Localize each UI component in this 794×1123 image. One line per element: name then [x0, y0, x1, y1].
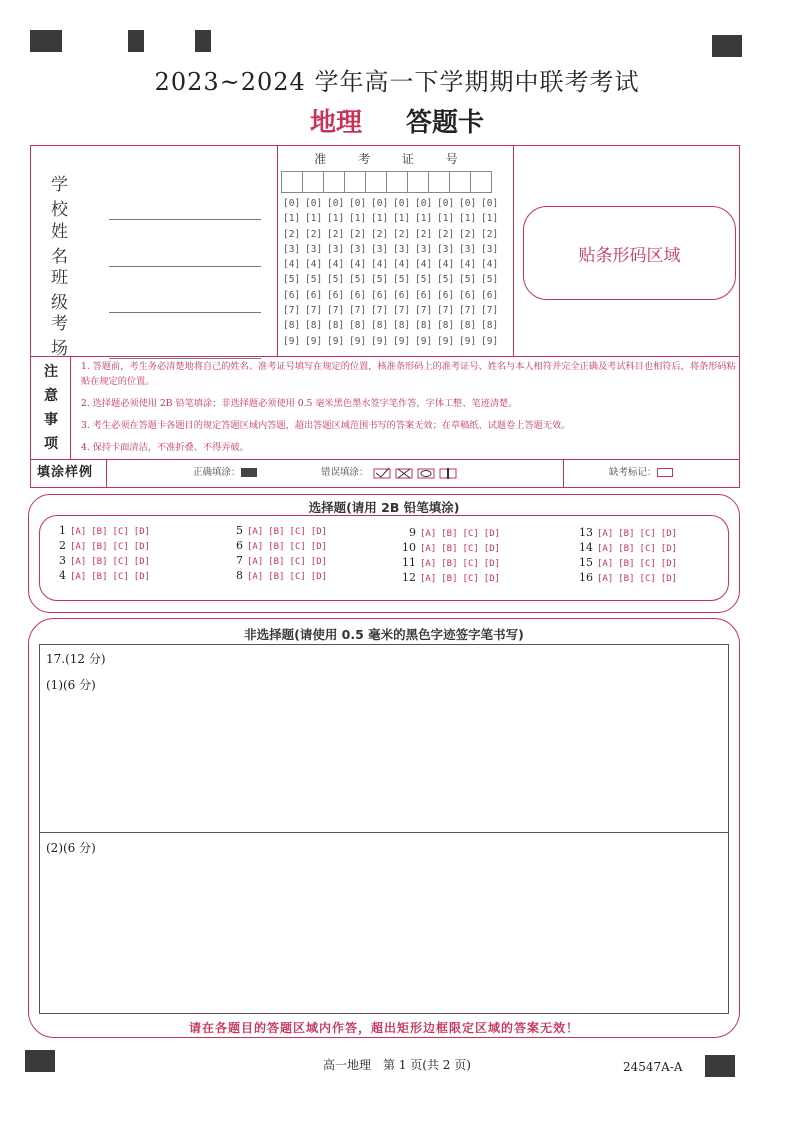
page-footer: 高一地理 第 1 页(共 2 页): [323, 1058, 471, 1072]
option-bubble[interactable]: [A]: [247, 542, 264, 552]
choice-question: [577, 571, 682, 584]
digit-bubble[interactable]: [2]: [305, 228, 323, 240]
digit-bubble[interactable]: [3]: [371, 243, 389, 255]
digit-bubble[interactable]: [6]: [305, 289, 323, 301]
digit-bubble[interactable]: [8]: [393, 320, 411, 332]
option-bubble[interactable]: [D]: [133, 542, 151, 552]
digit-bubble[interactable]: [1]: [459, 213, 477, 225]
digit-bubble[interactable]: [4]: [459, 259, 477, 271]
choice-question: [577, 526, 682, 539]
sample-absent: 缺考标记：: [609, 464, 676, 478]
option-bubble[interactable]: [C]: [639, 559, 656, 569]
digit-bubble[interactable]: [0]: [437, 198, 455, 209]
choice-question: [50, 539, 155, 552]
choice-question: [50, 569, 155, 582]
choice-question: [400, 526, 505, 539]
subject-name: 地理: [309, 108, 362, 138]
digit-bubble[interactable]: [3]: [415, 243, 433, 255]
option-bubble[interactable]: [B]: [618, 544, 635, 554]
digit-bubble[interactable]: [1]: [393, 213, 411, 225]
option-bubble[interactable]: [C]: [462, 574, 479, 584]
digit-bubble[interactable]: [9]: [283, 335, 301, 347]
digit-bubble[interactable]: [4]: [481, 259, 499, 271]
choice-question: [227, 524, 332, 537]
digit-bubble[interactable]: [9]: [437, 335, 455, 347]
card-name: 答题卡: [406, 108, 485, 138]
digit-bubble[interactable]: [4]: [327, 259, 345, 271]
digit-bubble[interactable]: [3]: [327, 243, 345, 255]
digit-bubble[interactable]: [9]: [349, 335, 367, 347]
question-number: 1: [59, 524, 66, 537]
digit-bubble[interactable]: [3]: [349, 243, 367, 255]
digit-bubble[interactable]: [0]: [327, 198, 345, 209]
digit-bubble[interactable]: [0]: [349, 198, 367, 209]
option-bubble[interactable]: [D]: [133, 572, 151, 582]
option-bubble[interactable]: [C]: [639, 544, 656, 554]
digit-bubble[interactable]: [1]: [327, 213, 345, 225]
barcode-area: 贴条形码区域: [523, 206, 736, 300]
question-number: 8: [236, 569, 243, 582]
part-2-label: (2)(6 分): [46, 841, 96, 855]
digit-bubble[interactable]: [3]: [481, 243, 499, 255]
option-bubble[interactable]: [B]: [268, 572, 285, 582]
option-bubble[interactable]: [D]: [660, 559, 678, 569]
digit-bubble[interactable]: [7]: [283, 305, 301, 317]
digit-bubble[interactable]: [7]: [371, 305, 389, 317]
digit-bubble[interactable]: [8]: [371, 320, 389, 332]
option-bubble[interactable]: [A]: [247, 527, 264, 537]
digit-bubble[interactable]: [8]: [415, 320, 433, 332]
choice-question: [400, 571, 505, 584]
digit-bubble[interactable]: [0]: [415, 198, 433, 209]
option-bubble[interactable]: [C]: [639, 574, 656, 584]
digit-bubble[interactable]: [5]: [393, 274, 411, 286]
option-bubble[interactable]: [C]: [289, 557, 306, 567]
question-number: 16: [579, 571, 593, 584]
exam-number-title: 准 考 证 号: [314, 152, 472, 166]
digit-bubble[interactable]: [3]: [283, 243, 301, 255]
option-bubble[interactable]: [D]: [483, 529, 501, 539]
digit-bubble[interactable]: [7]: [349, 305, 367, 317]
option-bubble[interactable]: [B]: [268, 527, 285, 537]
digit-bubble[interactable]: [5]: [415, 274, 433, 286]
digit-bubble[interactable]: [8]: [327, 320, 345, 332]
digit-bubble[interactable]: [1]: [437, 213, 455, 225]
nonchoice-section: [28, 618, 740, 1038]
choice-grid: [39, 515, 729, 601]
digit-bubble[interactable]: [0]: [393, 198, 411, 209]
option-bubble[interactable]: [A]: [597, 574, 614, 584]
info-box: [30, 145, 740, 488]
digit-bubble[interactable]: [3]: [393, 243, 411, 255]
option-bubble[interactable]: [D]: [310, 527, 328, 537]
option-bubble[interactable]: [C]: [639, 529, 656, 539]
digit-bubble[interactable]: [2]: [349, 228, 367, 240]
digit-bubble[interactable]: [6]: [371, 289, 389, 301]
choice-question: [400, 541, 505, 554]
option-bubble[interactable]: [B]: [91, 557, 108, 567]
digit-bubble[interactable]: [1]: [415, 213, 433, 225]
notice-item: 4. 保持卡面清洁，不准折叠、不得弄破。: [81, 442, 249, 453]
digit-bubble[interactable]: [3]: [305, 243, 323, 255]
option-bubble[interactable]: [D]: [310, 557, 328, 567]
exam-number-boxes[interactable]: [281, 171, 491, 193]
registration-mark: [712, 35, 742, 57]
digit-bubble[interactable]: [8]: [437, 320, 455, 332]
option-bubble[interactable]: [B]: [441, 559, 458, 569]
option-bubble[interactable]: [D]: [660, 529, 678, 539]
option-bubble[interactable]: [A]: [597, 559, 614, 569]
option-bubble[interactable]: [B]: [91, 527, 108, 537]
option-bubble[interactable]: [A]: [597, 544, 614, 554]
option-bubble[interactable]: [B]: [91, 542, 108, 552]
digit-bubble[interactable]: [4]: [371, 259, 389, 271]
digit-bubble[interactable]: [7]: [393, 305, 411, 317]
digit-bubble[interactable]: [1]: [349, 213, 367, 225]
digit-bubble[interactable]: [5]: [459, 274, 477, 286]
digit-bubble[interactable]: [0]: [459, 198, 477, 209]
option-bubble[interactable]: [D]: [310, 542, 328, 552]
digit-bubble[interactable]: [2]: [371, 228, 389, 240]
option-bubble[interactable]: [B]: [618, 574, 635, 584]
digit-bubble[interactable]: [7]: [459, 305, 477, 317]
digit-bubble[interactable]: [0]: [371, 198, 389, 209]
option-bubble[interactable]: [A]: [420, 559, 437, 569]
digit-bubble[interactable]: [4]: [393, 259, 411, 271]
digit-bubble[interactable]: [8]: [283, 320, 301, 332]
name-label: 姓 名: [51, 222, 82, 267]
choice-question: [227, 569, 332, 582]
option-bubble[interactable]: [D]: [483, 544, 501, 554]
notice-item: 1. 答题前，考生务必清楚地将自己的姓名、准考证号填写在规定的位置，核准条形码上的准考证号、姓名与本人相符并完全正确及考试科目也相符后，将条形码粘贴在规定的位置。: [81, 361, 736, 387]
digit-bubble[interactable]: [5]: [437, 274, 455, 286]
question-number: 6: [236, 539, 243, 552]
sample-label: 填涂样例: [37, 465, 94, 480]
option-bubble[interactable]: [A]: [420, 574, 437, 584]
option-bubble[interactable]: [B]: [618, 529, 635, 539]
question-number: 7: [236, 554, 243, 567]
option-bubble[interactable]: [D]: [133, 557, 151, 567]
digit-bubble[interactable]: [5]: [305, 274, 323, 286]
option-bubble[interactable]: [B]: [618, 559, 635, 569]
digit-bubble[interactable]: [2]: [481, 228, 499, 240]
school-label: 学 校: [51, 175, 82, 220]
option-bubble[interactable]: [C]: [289, 572, 306, 582]
exam-room-field[interactable]: [51, 309, 261, 359]
registration-mark: [128, 30, 144, 52]
digit-bubble[interactable]: [6]: [283, 289, 301, 301]
sample-wrong: 错误填涂：: [321, 464, 472, 479]
wrong-fill-icon: [372, 467, 472, 479]
part-1-label: (1)(6 分): [46, 678, 96, 692]
digit-bubble[interactable]: [0]: [305, 198, 323, 209]
digit-bubble[interactable]: [2]: [437, 228, 455, 240]
question-number: 12: [402, 571, 416, 584]
page-subtitle: [0, 102, 794, 139]
choice-question: [227, 554, 332, 567]
digit-bubble[interactable]: [6]: [393, 289, 411, 301]
question-number: 11: [402, 556, 416, 569]
digit-bubble[interactable]: [9]: [459, 335, 477, 347]
option-bubble[interactable]: [A]: [70, 542, 87, 552]
digit-bubble[interactable]: [7]: [437, 305, 455, 317]
option-bubble[interactable]: [C]: [462, 529, 479, 539]
option-bubble[interactable]: [A]: [70, 527, 87, 537]
digit-bubble[interactable]: [6]: [327, 289, 345, 301]
option-bubble[interactable]: [D]: [483, 574, 501, 584]
digit-bubble[interactable]: [9]: [393, 335, 411, 347]
page-title: 2023~2024 学年高一下学期期中联考考试: [154, 68, 640, 96]
option-bubble[interactable]: [C]: [112, 557, 129, 567]
digit-bubble[interactable]: [1]: [305, 213, 323, 225]
notice-list: [81, 359, 736, 462]
digit-bubble[interactable]: [6]: [481, 289, 499, 301]
question-number: 4: [59, 569, 66, 582]
question-number: 15: [579, 556, 593, 569]
option-bubble[interactable]: [D]: [310, 572, 328, 582]
digit-bubble[interactable]: [5]: [327, 274, 345, 286]
registration-mark: [195, 30, 211, 52]
digit-bubble[interactable]: [2]: [415, 228, 433, 240]
option-bubble[interactable]: [B]: [91, 572, 108, 582]
choice-title: 选择题(请用 2B 铅笔填涂): [308, 500, 460, 515]
option-bubble[interactable]: [C]: [462, 544, 479, 554]
option-bubble[interactable]: [D]: [660, 544, 678, 554]
option-bubble[interactable]: [B]: [441, 544, 458, 554]
digit-bubble[interactable]: [9]: [371, 335, 389, 347]
digit-bubble[interactable]: [3]: [459, 243, 477, 255]
option-bubble[interactable]: [C]: [112, 572, 129, 582]
option-bubble[interactable]: [A]: [70, 557, 87, 567]
digit-bubble[interactable]: [7]: [305, 305, 323, 317]
question-number: 9: [409, 526, 416, 539]
digit-bubble[interactable]: [5]: [283, 274, 301, 286]
digit-bubble[interactable]: [9]: [481, 335, 499, 347]
option-bubble[interactable]: [B]: [268, 542, 285, 552]
digit-bubble[interactable]: [6]: [349, 289, 367, 301]
name-field[interactable]: [51, 217, 261, 267]
option-bubble[interactable]: [B]: [441, 574, 458, 584]
digit-bubble[interactable]: [4]: [283, 259, 301, 271]
digit-bubble[interactable]: [3]: [437, 243, 455, 255]
digit-bubble[interactable]: [6]: [459, 289, 477, 301]
digit-bubble[interactable]: [7]: [415, 305, 433, 317]
question-number: 5: [236, 524, 243, 537]
choice-section: [28, 494, 740, 613]
digit-bubble[interactable]: [2]: [327, 228, 345, 240]
digit-bubble[interactable]: [9]: [327, 335, 345, 347]
digit-bubble[interactable]: [4]: [349, 259, 367, 271]
option-bubble[interactable]: [D]: [133, 527, 151, 537]
digit-bubble[interactable]: [4]: [305, 259, 323, 271]
choice-question: [400, 556, 505, 569]
registration-mark: [30, 30, 62, 52]
option-bubble[interactable]: [A]: [247, 572, 264, 582]
sample-correct: 正确填涂：: [193, 464, 260, 478]
digit-bubble[interactable]: [5]: [371, 274, 389, 286]
digit-bubble[interactable]: [6]: [415, 289, 433, 301]
absent-bubble-icon[interactable]: [657, 468, 673, 477]
digit-bubble[interactable]: [7]: [327, 305, 345, 317]
digit-bubble[interactable]: [1]: [371, 213, 389, 225]
digit-bubble[interactable]: [9]: [305, 335, 323, 347]
digit-bubble[interactable]: [4]: [415, 259, 433, 271]
paper-code: 24547A-A: [623, 1060, 683, 1074]
digit-bubble[interactable]: [2]: [393, 228, 411, 240]
question-number: 14: [579, 541, 593, 554]
option-bubble[interactable]: [C]: [462, 559, 479, 569]
digit-bubble[interactable]: [2]: [459, 228, 477, 240]
digit-bubble[interactable]: [6]: [437, 289, 455, 301]
filled-bubble-icon: [241, 468, 257, 477]
digit-bubble[interactable]: [8]: [349, 320, 367, 332]
nonchoice-title: 非选择题(请使用 0.5 毫米的黑色字迹签字笔书写): [244, 627, 524, 642]
option-bubble[interactable]: [A]: [70, 572, 87, 582]
choice-question: [577, 556, 682, 569]
option-bubble[interactable]: [D]: [660, 574, 678, 584]
question-17-label: 17.(12 分): [46, 652, 106, 666]
option-bubble[interactable]: [C]: [112, 542, 129, 552]
digit-bubble[interactable]: [9]: [415, 335, 433, 347]
digit-bubble[interactable]: [2]: [283, 228, 301, 240]
option-bubble[interactable]: [C]: [112, 527, 129, 537]
option-bubble[interactable]: [A]: [420, 544, 437, 554]
option-bubble[interactable]: [B]: [268, 557, 285, 567]
choice-question: [577, 541, 682, 554]
option-bubble[interactable]: [C]: [289, 527, 306, 537]
digit-bubble[interactable]: [0]: [481, 198, 499, 209]
option-bubble[interactable]: [A]: [597, 529, 614, 539]
notice-label: 注 意 事 项: [44, 364, 58, 452]
option-bubble[interactable]: [B]: [441, 529, 458, 539]
warning-text: 请在各题目的答题区域内作答，超出矩形边框限定区域的答案无效！: [188, 1021, 579, 1035]
choice-question: [227, 539, 332, 552]
digit-bubble[interactable]: [5]: [349, 274, 367, 286]
class-label: 班 级: [51, 268, 82, 313]
question-number: 3: [59, 554, 66, 567]
question-number: 13: [579, 526, 593, 539]
option-bubble[interactable]: [A]: [247, 557, 264, 567]
digit-bubble[interactable]: [1]: [283, 213, 301, 225]
class-field[interactable]: [51, 263, 261, 313]
digit-bubble[interactable]: [1]: [481, 213, 499, 225]
digit-bubble[interactable]: [5]: [481, 274, 499, 286]
choice-question: [50, 524, 155, 537]
option-bubble[interactable]: [A]: [420, 529, 437, 539]
notice-item: 3. 考生必须在答题卡各题目的规定答题区域内答题，超出答题区域范围书写的答案无效；在草稿纸、试题卷上答题无效。: [81, 420, 571, 431]
question-number: 10: [402, 541, 416, 554]
digit-bubble[interactable]: [8]: [305, 320, 323, 332]
option-bubble[interactable]: [C]: [289, 542, 306, 552]
exam-room-label: 考 场: [51, 314, 82, 359]
digit-bubble[interactable]: [7]: [481, 305, 499, 317]
notice-item: 2. 选择题必须使用 2B 铅笔填涂；非选择题必须使用 0.5 毫米黑色墨水签字笔作答，字体工整、笔迹清楚。: [81, 398, 518, 409]
digit-bubble[interactable]: [8]: [459, 320, 477, 332]
digit-bubble[interactable]: [0]: [283, 198, 301, 209]
choice-question: [50, 554, 155, 567]
school-field[interactable]: [51, 170, 261, 220]
option-bubble[interactable]: [D]: [483, 559, 501, 569]
digit-bubble[interactable]: [8]: [481, 320, 499, 332]
answer-area-17[interactable]: [39, 644, 729, 1014]
digit-bubble[interactable]: [4]: [437, 259, 455, 271]
question-number: 2: [59, 539, 66, 552]
exam-number-bubbles[interactable]: [283, 198, 503, 351]
